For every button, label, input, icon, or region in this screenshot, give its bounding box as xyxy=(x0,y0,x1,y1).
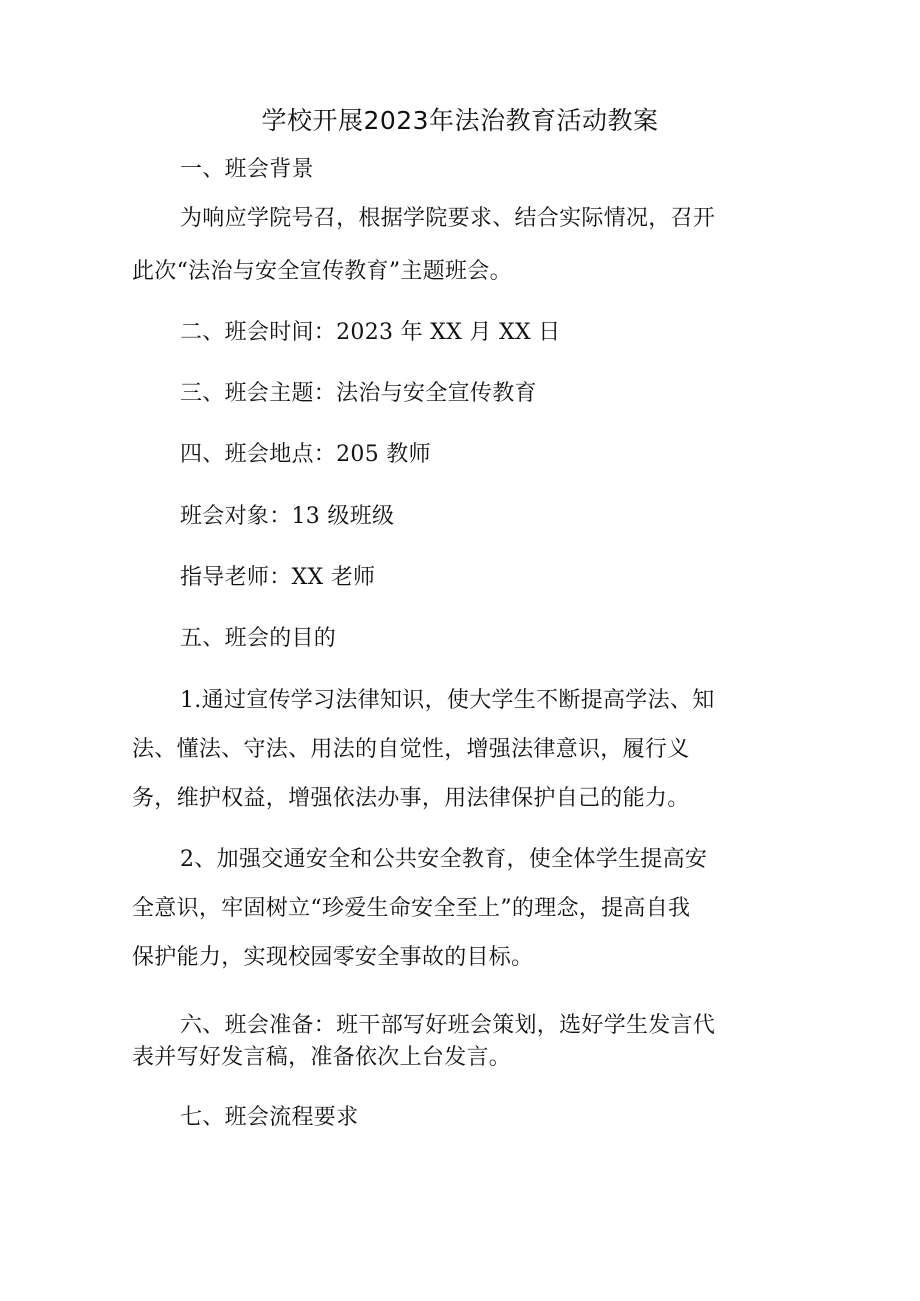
heading-background: 一、班会背景 xyxy=(180,157,314,182)
instructor: 指导老师：XX 老师 xyxy=(180,565,376,590)
purpose-2-line-3: 保护能力，实现校园零安全事故的目标。 xyxy=(132,945,534,970)
preparation-line-2: 表并写好发言稿，准备依次上台发言。 xyxy=(132,1045,512,1070)
purpose-1-line-3: 务，维护权益，增强依法办事，用法律保护自己的能力。 xyxy=(132,786,690,811)
paragraph-background-line-1: 为响应学院号召，根据学院要求、结合实际情况，召开 xyxy=(180,206,716,231)
meeting-audience: 班会对象：13 级班级 xyxy=(180,504,395,529)
heading-purpose: 五、班会的目的 xyxy=(180,626,337,651)
meeting-time: 二、班会时间：2023 年 XX 月 XX 日 xyxy=(180,320,561,345)
preparation-line-1: 六、班会准备：班干部写好班会策划，选好学生发言代 xyxy=(180,1013,716,1038)
purpose-2-line-2: 全意识，牢固树立“珍爱生命安全至上”的理念，提高自我 xyxy=(132,896,691,921)
meeting-location: 四、班会地点：205 教师 xyxy=(180,442,431,467)
purpose-1-line-2: 法、懂法、守法、用法的自觉性，增强法律意识，履行义 xyxy=(132,737,690,762)
purpose-1-line-1: 1.通过宣传学习法律知识，使大学生不断提高学法、知 xyxy=(180,688,715,713)
paragraph-background-line-2: 此次“法治与安全宣传教育”主题班会。 xyxy=(132,259,512,284)
meeting-theme: 三、班会主题：法治与安全宣传教育 xyxy=(180,381,537,406)
purpose-2-line-1: 2、加强交通安全和公共安全教育，使全体学生提高安 xyxy=(180,847,708,872)
document-title: 学校开展2023年法治教育活动教案 xyxy=(261,106,659,135)
heading-procedure: 七、班会流程要求 xyxy=(180,1105,359,1130)
